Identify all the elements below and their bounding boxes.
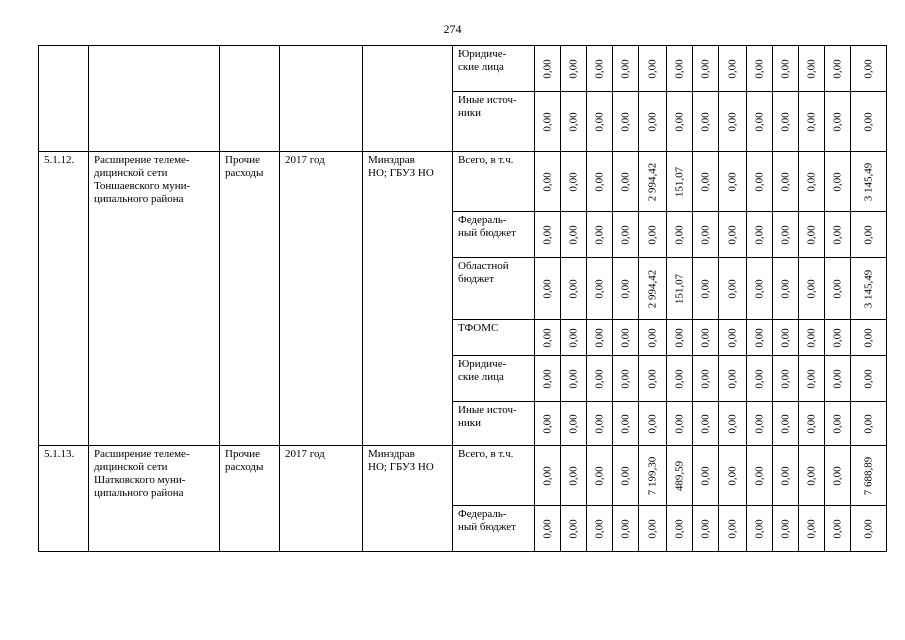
value-cell [825,258,851,320]
value-text: 0,00 [779,465,791,486]
value-text: 0,00 [805,518,817,539]
value-text: 0,00 [673,111,685,132]
value-cell [799,46,825,92]
value-text: 7 199,30 [646,456,658,495]
value-text: 0,00 [541,58,553,79]
value-cell [613,212,639,258]
value-cell [613,92,639,152]
value-text: 0,00 [805,111,817,132]
value-cell [693,446,719,506]
value-cell [851,402,887,446]
value-text: 3 145,49 [862,269,874,308]
value-text: 0,00 [619,224,631,245]
value-text: 0,00 [567,465,579,486]
value-cell [587,356,613,402]
funding-source: Юридиче- ские лица [453,356,535,402]
value-cell [535,258,561,320]
value-cell [587,446,613,506]
value-cell [535,46,561,92]
value-cell [799,258,825,320]
value-cell [561,258,587,320]
expense-type: Прочие расходы [220,446,280,552]
value-text: 0,00 [753,111,765,132]
page-number: 274 [443,22,462,36]
value-cell [561,356,587,402]
value-cell [535,446,561,506]
value-cell [799,506,825,552]
funding-source: Областной бюджет [453,258,535,320]
value-cell [587,402,613,446]
value-cell [535,320,561,356]
value-cell [773,212,799,258]
value-text: 0,00 [779,518,791,539]
value-cell [747,356,773,402]
value-cell [773,258,799,320]
value-text: 0,00 [805,224,817,245]
value-cell [613,46,639,92]
value-text: 2 994,42 [646,269,658,308]
expense-type: Прочие расходы [220,152,280,446]
funding-source: Всего, в т.ч. [453,446,535,506]
value-cell [639,446,667,506]
value-cell [535,356,561,402]
table-row [39,46,887,92]
value-text: 0,00 [862,58,874,79]
value-text: 0,00 [831,278,843,299]
value-cell [693,46,719,92]
value-text: 0,00 [646,518,658,539]
table-row [39,152,887,212]
value-text: 2 994,42 [646,162,658,201]
value-cell [851,356,887,402]
value-text: 0,00 [726,171,738,192]
value-text: 0,00 [541,327,553,348]
value-text: 7 688,89 [862,456,874,495]
value-cell [587,258,613,320]
value-text: 0,00 [831,224,843,245]
value-text: 0,00 [619,518,631,539]
value-cell [639,258,667,320]
value-cell [799,212,825,258]
value-cell [639,320,667,356]
value-text: 0,00 [726,278,738,299]
value-text: 0,00 [779,327,791,348]
value-cell [851,446,887,506]
value-text: 0,00 [753,278,765,299]
value-text: 0,00 [593,171,605,192]
value-text: 0,00 [567,111,579,132]
funding-source: Иные источ- ники [453,92,535,152]
value-cell [693,506,719,552]
value-cell [639,402,667,446]
value-cell [799,152,825,212]
value-text: 0,00 [646,111,658,132]
value-text: 0,00 [593,368,605,389]
value-cell [667,320,693,356]
value-cell [667,212,693,258]
value-text: 0,00 [619,171,631,192]
value-text: 0,00 [726,465,738,486]
value-text: 0,00 [567,224,579,245]
value-text: 0,00 [593,518,605,539]
period: 2017 год [280,152,363,446]
value-cell [799,446,825,506]
value-cell [773,446,799,506]
value-text: 0,00 [619,368,631,389]
value-cell [535,152,561,212]
value-cell [587,212,613,258]
value-text: 0,00 [593,58,605,79]
value-cell [851,506,887,552]
value-cell [719,320,747,356]
value-cell [639,46,667,92]
period: 2017 год [280,446,363,552]
value-cell [667,92,693,152]
value-text: 0,00 [726,327,738,348]
value-text: 0,00 [699,58,711,79]
value-cell [719,258,747,320]
value-text: 0,00 [753,171,765,192]
value-text: 0,00 [673,58,685,79]
value-cell [693,402,719,446]
value-text: 0,00 [673,413,685,434]
value-cell [747,46,773,92]
value-cell [747,258,773,320]
funding-source: ТФОМС [453,320,535,356]
value-cell [825,356,851,402]
value-cell [773,402,799,446]
value-text: 0,00 [753,58,765,79]
value-cell [639,212,667,258]
value-text: 0,00 [862,518,874,539]
value-cell [613,320,639,356]
value-text: 0,00 [593,278,605,299]
value-text: 0,00 [619,278,631,299]
value-text: 0,00 [779,278,791,299]
funding-source: Всего, в т.ч. [453,152,535,212]
funding-source: Федераль- ный бюджет [453,506,535,552]
value-text: 0,00 [673,518,685,539]
value-cell [561,212,587,258]
value-cell [667,258,693,320]
funding-source: Юридиче- ские лица [453,46,535,92]
value-cell [613,152,639,212]
value-cell [561,152,587,212]
value-cell [851,92,887,152]
value-cell [747,152,773,212]
value-cell [561,320,587,356]
value-text: 0,00 [699,278,711,299]
value-cell [613,356,639,402]
value-cell [535,402,561,446]
value-text: 0,00 [567,278,579,299]
value-text: 0,00 [805,327,817,348]
value-text: 0,00 [541,278,553,299]
value-cell [613,506,639,552]
value-text: 0,00 [541,413,553,434]
value-text: 0,00 [541,518,553,539]
value-text: 0,00 [699,465,711,486]
value-text: 0,00 [862,111,874,132]
value-text: 0,00 [541,171,553,192]
value-text: 0,00 [753,327,765,348]
value-text: 0,00 [619,413,631,434]
value-text: 0,00 [619,111,631,132]
value-text: 0,00 [831,327,843,348]
funding-source: Федераль- ный бюджет [453,212,535,258]
value-text: 0,00 [619,327,631,348]
table-row [39,446,887,506]
value-cell [561,92,587,152]
value-cell [851,46,887,92]
value-cell [851,320,887,356]
value-cell [639,356,667,402]
value-cell [693,258,719,320]
value-cell [851,152,887,212]
value-cell [825,506,851,552]
value-cell [825,92,851,152]
value-text: 0,00 [593,224,605,245]
value-cell [719,92,747,152]
value-cell [639,506,667,552]
value-text: 0,00 [805,413,817,434]
value-cell [613,402,639,446]
executor [363,46,453,152]
funding-source: Иные источ- ники [453,402,535,446]
value-text: 0,00 [805,465,817,486]
value-text: 0,00 [567,327,579,348]
item-name [89,46,220,152]
value-text: 0,00 [593,465,605,486]
value-text: 0,00 [831,465,843,486]
value-cell [747,402,773,446]
value-text: 0,00 [541,111,553,132]
item-code [39,46,89,152]
value-text: 0,00 [831,58,843,79]
value-text: 0,00 [831,171,843,192]
value-text: 0,00 [726,224,738,245]
value-text: 0,00 [831,368,843,389]
value-cell [773,152,799,212]
value-cell [773,356,799,402]
value-text: 0,00 [862,224,874,245]
value-text: 0,00 [753,465,765,486]
value-cell [747,320,773,356]
value-text: 0,00 [831,413,843,434]
value-cell [851,258,887,320]
value-text: 0,00 [779,413,791,434]
value-text: 0,00 [567,171,579,192]
value-text: 0,00 [699,518,711,539]
value-text: 151,07 [673,166,685,197]
value-cell [799,356,825,402]
value-cell [587,92,613,152]
value-cell [825,152,851,212]
value-text: 0,00 [779,171,791,192]
value-cell [535,212,561,258]
value-text: 0,00 [726,58,738,79]
value-cell [639,92,667,152]
value-cell [693,356,719,402]
value-text: 0,00 [699,413,711,434]
value-text: 489,59 [673,460,685,491]
value-cell [561,446,587,506]
value-text: 0,00 [541,465,553,486]
value-text: 0,00 [673,224,685,245]
value-text: 0,00 [779,224,791,245]
value-text: 0,00 [593,327,605,348]
value-text: 151,07 [673,273,685,304]
value-cell [667,506,693,552]
value-cell [535,506,561,552]
value-cell [639,152,667,212]
value-cell [825,46,851,92]
item-name: Расширение телеме- дицинской сети Тоншаевского муни- ципального района [89,152,220,446]
value-text: 0,00 [593,413,605,434]
executor: Минздрав НО; ГБУЗ НО [363,446,453,552]
value-text: 0,00 [646,327,658,348]
value-cell [667,152,693,212]
value-text: 0,00 [541,368,553,389]
value-text: 0,00 [699,224,711,245]
value-text: 0,00 [753,224,765,245]
item-name: Расширение телеме- дицинской сети Шатковского муни- ципального района [89,446,220,552]
value-text: 3 145,49 [862,162,874,201]
value-text: 0,00 [699,111,711,132]
value-cell [747,92,773,152]
value-cell [719,356,747,402]
value-cell [719,46,747,92]
value-text: 0,00 [673,368,685,389]
value-text: 0,00 [567,518,579,539]
executor: Минздрав НО; ГБУЗ НО [363,152,453,446]
value-cell [773,320,799,356]
value-cell [587,152,613,212]
item-code: 5.1.13. [39,446,89,552]
value-text: 0,00 [646,368,658,389]
value-cell [799,320,825,356]
value-cell [693,320,719,356]
value-text: 0,00 [862,368,874,389]
expense-type [220,46,280,152]
value-cell [613,446,639,506]
value-text: 0,00 [805,278,817,299]
value-cell [587,506,613,552]
value-text: 0,00 [753,518,765,539]
value-cell [613,258,639,320]
value-cell [719,446,747,506]
value-cell [825,320,851,356]
value-cell [747,212,773,258]
value-text: 0,00 [567,368,579,389]
value-text: 0,00 [831,111,843,132]
value-cell [587,320,613,356]
value-cell [747,506,773,552]
period [280,46,363,152]
value-cell [667,46,693,92]
value-cell [851,212,887,258]
value-text: 0,00 [726,368,738,389]
value-text: 0,00 [831,518,843,539]
value-text: 0,00 [726,518,738,539]
value-text: 0,00 [805,58,817,79]
value-cell [561,402,587,446]
value-text: 0,00 [619,58,631,79]
value-text: 0,00 [699,368,711,389]
value-text: 0,00 [699,327,711,348]
value-text: 0,00 [593,111,605,132]
value-cell [747,446,773,506]
value-cell [561,506,587,552]
value-text: 0,00 [541,224,553,245]
value-cell [667,446,693,506]
financing-table [38,45,887,552]
value-cell [773,92,799,152]
value-text: 0,00 [726,111,738,132]
value-cell [535,92,561,152]
value-cell [719,212,747,258]
value-text: 0,00 [726,413,738,434]
value-text: 0,00 [753,413,765,434]
value-text: 0,00 [805,171,817,192]
value-cell [719,506,747,552]
value-text: 0,00 [646,224,658,245]
value-text: 0,00 [862,327,874,348]
value-cell [693,212,719,258]
value-cell [773,506,799,552]
item-code: 5.1.12. [39,152,89,446]
value-text: 0,00 [646,413,658,434]
value-cell [719,402,747,446]
value-cell [587,46,613,92]
value-cell [719,152,747,212]
value-text: 0,00 [699,171,711,192]
value-text: 0,00 [779,58,791,79]
value-text: 0,00 [619,465,631,486]
value-cell [667,356,693,402]
value-cell [825,446,851,506]
value-text: 0,00 [779,368,791,389]
value-text: 0,00 [753,368,765,389]
value-text: 0,00 [779,111,791,132]
value-text: 0,00 [862,413,874,434]
value-cell [561,46,587,92]
value-cell [667,402,693,446]
value-cell [693,152,719,212]
value-text: 0,00 [673,327,685,348]
value-cell [693,92,719,152]
value-cell [825,402,851,446]
value-text: 0,00 [805,368,817,389]
value-cell [799,92,825,152]
value-cell [773,46,799,92]
value-text: 0,00 [646,58,658,79]
value-text: 0,00 [567,413,579,434]
value-cell [825,212,851,258]
value-text: 0,00 [567,58,579,79]
value-cell [799,402,825,446]
